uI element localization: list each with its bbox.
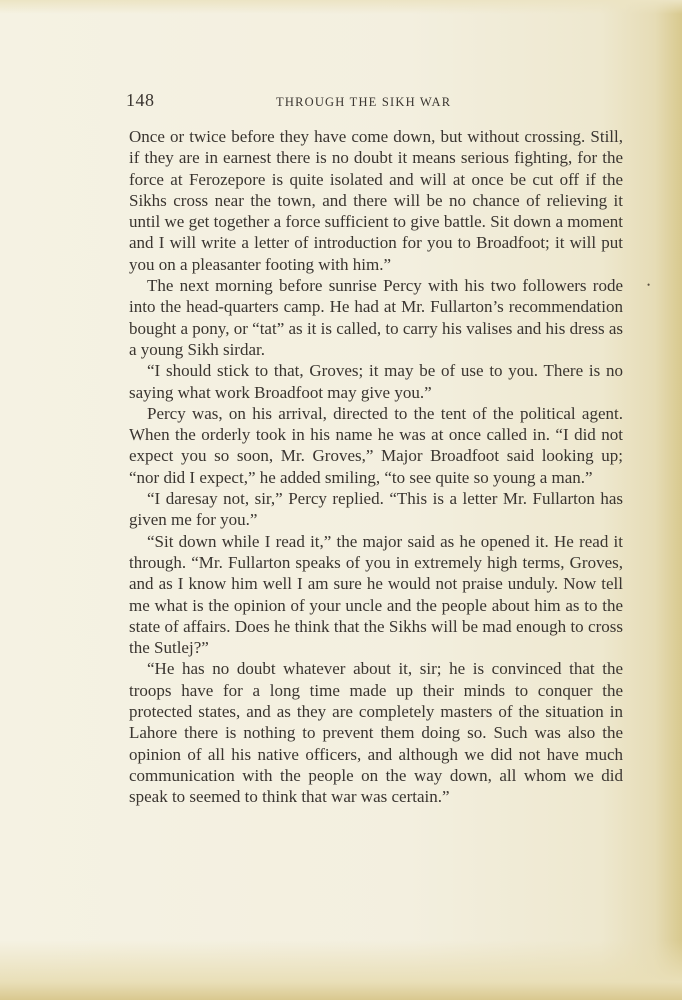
page-top-edge xyxy=(0,0,682,14)
paragraph-2: The next morning before sunrise Percy with his two followers rode into the head-quarters camp. He had at Mr. Fullarton’s recommendation bought a pony, or “tat” as it is called, to carry his valises and his dress as a young Sikh sirdar. xyxy=(129,276,623,359)
paragraph-3: “I should stick to that, Groves; it may be of use to you. There is no saying what work Broadfoot may give you.” xyxy=(129,361,623,402)
page-bottom-edge xyxy=(0,940,682,1000)
paragraph-1: Once or twice before they have come down, but without crossing. Still, if they are in earnest there is no doubt it means serious fighting, for the force at Ferozepore is quite isolated and will at once be cut off if the Sikhs cross near the town, and there will be no chance of relieving it until we get together a force sufficient to give battle. Sit down a moment and I will write a letter of introduction for you to Broadfoot; it will put you on a pleasanter footing with him.” xyxy=(129,127,623,274)
paragraph-4: Percy was, on his arrival, directed to the tent of the political agent. When the orderly took in his name he was at once called in. “I did not expect you so soon, Mr. Groves,” Major Broadfoot said looking up; “nor did I expect,” he added smiling, “to see quite so young a man.” xyxy=(129,403,623,487)
paragraph-5: “I daresay not, sir,” Percy replied. “This is a letter Mr. Fullarton has given me for you.” xyxy=(129,489,623,530)
body-text xyxy=(129,126,623,808)
page-number: 148 xyxy=(126,90,155,110)
running-title: THROUGH THE SIKH WAR xyxy=(276,95,452,109)
margin-speck-icon: • xyxy=(647,280,651,290)
paragraph-7: “He has no doubt whatever about it, sir; he is convinced that the troops have for a long time made up their minds to conquer the protected states, and as they are completely masters of the situation in Lahore there is nothing to prevent them doing so. Such was also the opinion of all his native officers, and although we did not have much communication with the people on the way down, all whom we did speak to seemed to think that war was certain.” xyxy=(129,659,623,807)
paragraph-6: “Sit down while I read it,” the major said as he opened it. He read it through. “Mr. Fullarton speaks of you in extremely high terms, Groves, and as I know him well I am sure he would not praise unduly. Now tell me what is the opinion of your uncle and the people about him as to the state of affairs. Does he think that the Sikhs will be mad enough to cross the Sutlej?” xyxy=(129,531,623,658)
page-header xyxy=(126,90,624,114)
